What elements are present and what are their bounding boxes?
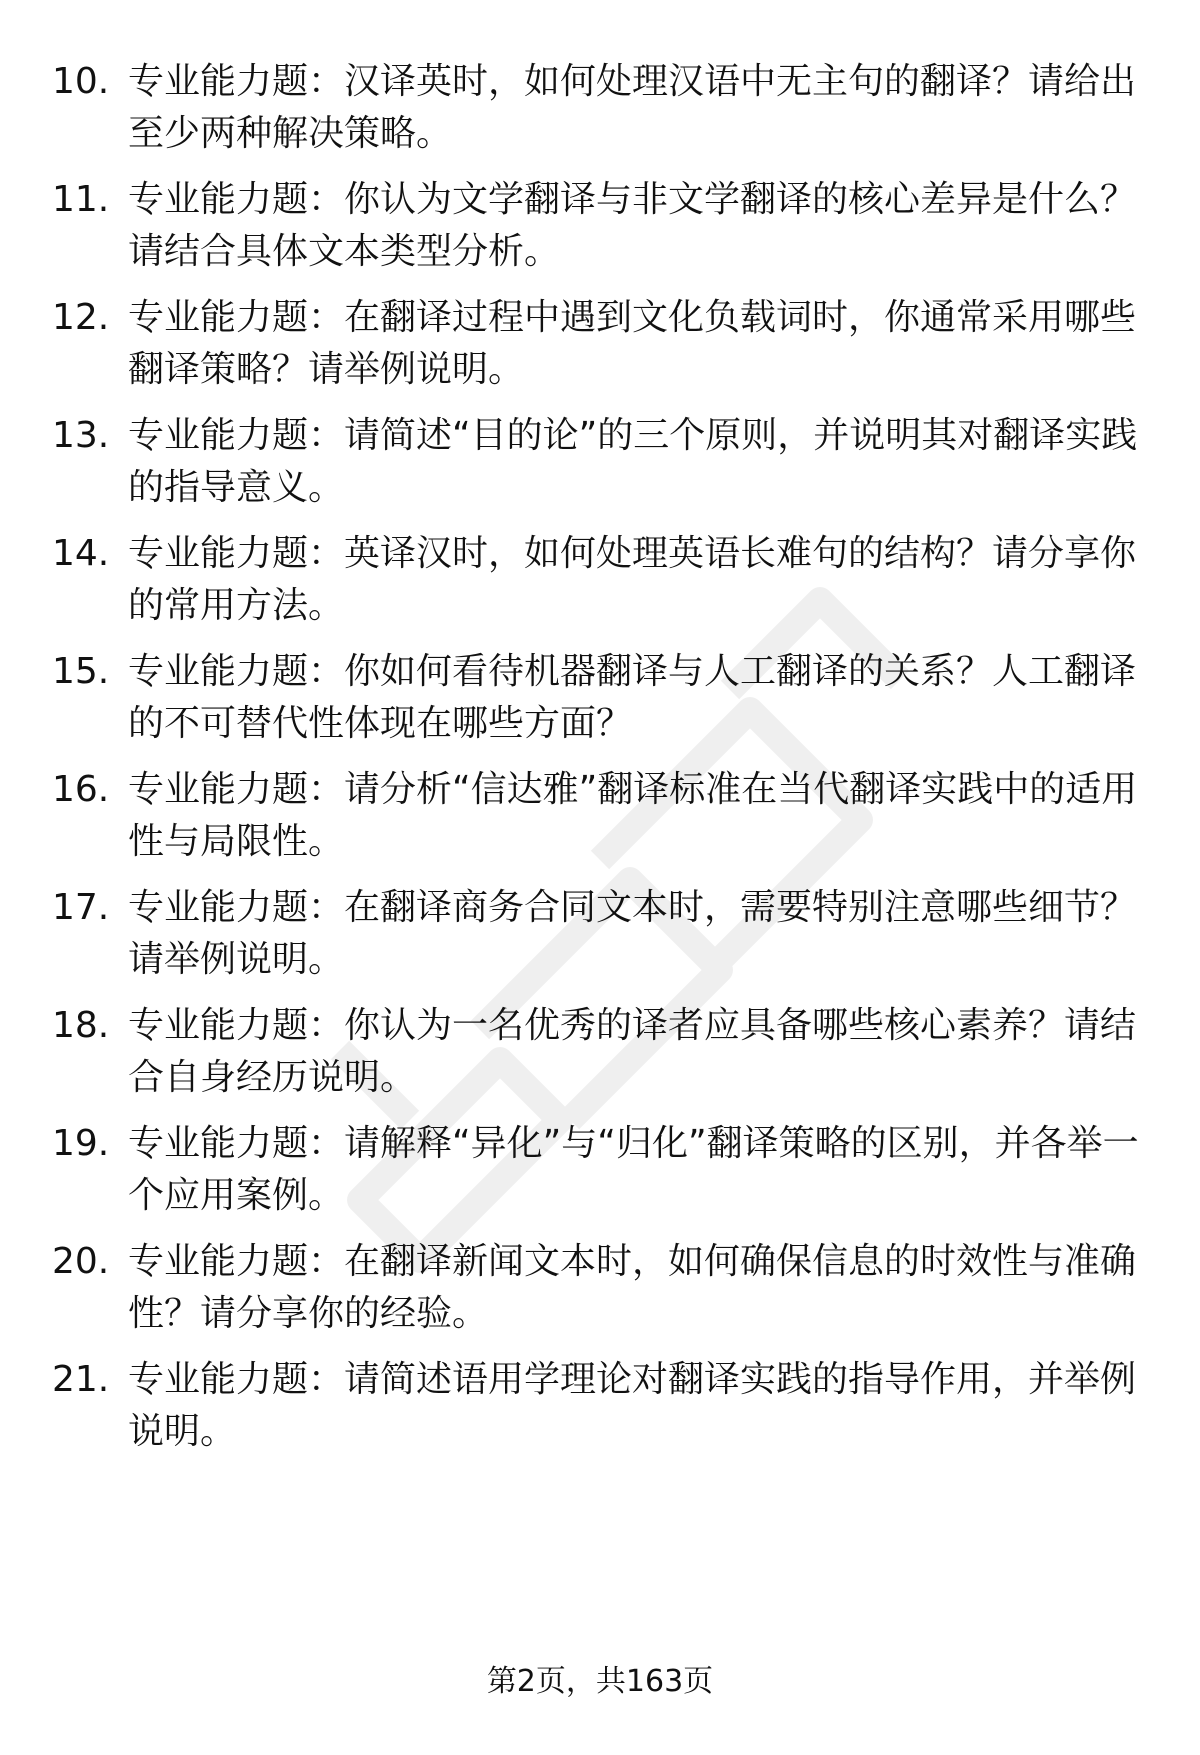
question-number: 19. (52, 1123, 110, 1164)
question-number: 12. (52, 297, 110, 338)
page-footer: 第2页，共163页 (486, 1664, 714, 1699)
question-text: 专业能力题：在翻译商务合同文本时，需要特别注意哪些细节？请举例说明。 (128, 887, 1137, 980)
list-item (0, 1354, 1200, 1464)
list-item (0, 1236, 1200, 1346)
question-text: 专业能力题：你认为文学翻译与非文学翻译的核心差异是什么？请结合具体文本类型分析。 (128, 179, 1137, 272)
question-number: 14. (52, 533, 110, 574)
question-number: 17. (52, 887, 110, 928)
question-number: 16. (52, 769, 110, 810)
list-item (0, 410, 1200, 520)
list-item (0, 528, 1200, 638)
list-item (0, 882, 1200, 992)
list-item (0, 56, 1200, 166)
question-text: 专业能力题：在翻译新闻文本时，如何确保信息的时效性与准确性？请分享你的经验。 (128, 1241, 1137, 1334)
list-item (0, 646, 1200, 756)
question-text: 专业能力题：在翻译过程中遇到文化负载词时，你通常采用哪些翻译策略？请举例说明。 (128, 297, 1137, 390)
question-number: 15. (52, 651, 110, 692)
list-item (0, 764, 1200, 874)
question-number: 11. (52, 179, 110, 220)
list-item (0, 1118, 1200, 1228)
question-text: 专业能力题：请解释“异化”与“归化”翻译策略的区别，并各举一个应用案例。 (128, 1123, 1139, 1216)
question-number: 13. (52, 415, 110, 456)
question-text: 专业能力题：请分析“信达雅”翻译标准在当代翻译实践中的适用性与局限性。 (128, 769, 1138, 862)
question-text: 专业能力题：汉译英时，如何处理汉语中无主句的翻译？请给出至少两种解决策略。 (128, 61, 1137, 154)
question-text: 专业能力题：你认为一名优秀的译者应具备哪些核心素养？请结合自身经历说明。 (128, 1005, 1137, 1098)
question-number: 20. (52, 1241, 110, 1282)
question-number: 10. (52, 61, 110, 102)
list-item (0, 174, 1200, 284)
question-text: 专业能力题：请简述“目的论”的三个原则，并说明其对翻译实践的指导意义。 (128, 415, 1138, 508)
list-item (0, 292, 1200, 402)
question-number: 21. (52, 1359, 110, 1400)
list-item (0, 1000, 1200, 1110)
question-text: 专业能力题：请简述语用学理论对翻译实践的指导作用，并举例说明。 (128, 1359, 1137, 1452)
question-text: 专业能力题：英译汉时，如何处理英语长难句的结构？请分享你的常用方法。 (128, 533, 1137, 626)
question-number: 18. (52, 1005, 110, 1046)
question-text: 专业能力题：你如何看待机器翻译与人工翻译的关系？人工翻译的不可替代性体现在哪些方面？ (128, 651, 1137, 744)
